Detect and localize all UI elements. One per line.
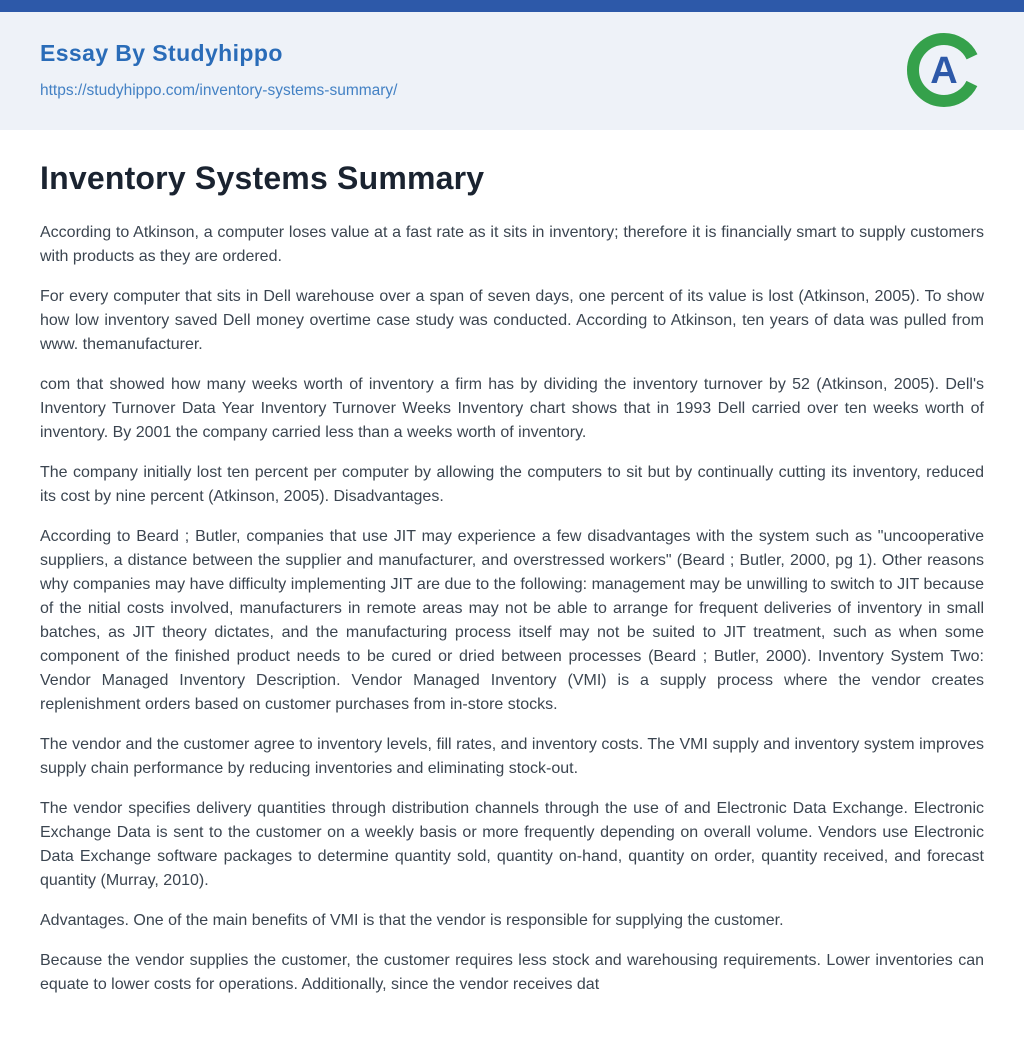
essay-content — [0, 130, 1024, 1053]
logo-svg — [904, 30, 984, 110]
essay-paragraph: The company initially lost ten percent per computer by allowing the computers to sit but by continually cutting its inventory, reduced its cost by nine percent (Atkinson, 2005). Disadvantages. — [40, 464, 984, 505]
page-title: Inventory Systems Summary — [40, 160, 485, 196]
essay-paragraph: Advantages. One of the main benefits of VMI is that the vendor is responsible for supplying the customer. — [40, 912, 784, 929]
essay-paragraph: The vendor specifies delivery quantities through distribution channels through the use of and Electronic Data Exchange. Electronic Exchange Data is sent to the customer on a weekly basis or more frequently depending on overall volume. Vendors use Electronic Data Exchange software packages to determine quantity sold, quantity on-hand, quantity on order, quantity received, and forecast quantity (Murray, 2010). — [40, 800, 984, 889]
essay-paragraph: According to Atkinson, a computer loses value at a fast rate as it sits in inventory; therefore it is financially smart to supply customers with products as they are ordered. — [40, 224, 984, 265]
essay-paragraph: com that showed how many weeks worth of inventory a firm has by dividing the inventory turnover by 52 (Atkinson, 2005). Dell's Inventory Turnover Data Year Inventory Turnover Weeks Inventory chart shows that in 1993 Dell carried over ten weeks worth of inventory. By 2001 the company carried less than a weeks worth of inventory. — [40, 376, 984, 441]
logo-letter: A — [930, 50, 958, 92]
source-url-link[interactable]: https://studyhippo.com/inventory-systems-summary/ — [40, 82, 398, 99]
brand-title: Essay By Studyhippo — [40, 40, 283, 66]
header-text-block — [40, 40, 397, 100]
page-header — [0, 12, 1024, 130]
top-accent-bar — [0, 0, 1024, 12]
essay-paragraph: For every computer that sits in Dell warehouse over a span of seven days, one percent of its value is lost (Atkinson, 2005). To show how low inventory saved Dell money overtime case study was conducted. According to Atkinson, ten years of data was pulled from www. themanufacturer. — [40, 288, 984, 353]
essay-paragraph: The vendor and the customer agree to inventory levels, fill rates, and inventory costs. The VMI supply and inventory system improves supply chain performance by reducing inventories and eliminating stock-out. — [40, 736, 984, 777]
essay-paragraph: Because the vendor supplies the customer, the customer requires less stock and warehousing requirements. Lower inventories can equate to lower costs for operations. Additionally, since the vendor receives dat — [40, 952, 984, 993]
studyhippo-logo — [904, 30, 984, 110]
essay-paragraph: According to Beard ; Butler, companies that use JIT may experience a few disadvantages with the system such as "uncooperative suppliers, a distance between the supplier and manufacturer, and overstressed workers" (Beard ; Butler, 2000, pg 1). Other reasons why companies may have difficulty implementing JIT are due to the following: management may be unwilling to switch to JIT because of the nitial costs involved, manufacturers in remote areas may not be able to arrange for frequent deliveries of inventory in small batches, as JIT theory dictates, and the manufacturing process itself may not be suited to JIT treatment, such as when some component of the finished product needs to be cured or dried between processes (Beard ; Butler, 2000). Inventory System Two: Vendor Managed Inventory Description. Vendor Managed Inventory (VMI) is a supply process where the vendor creates replenishment orders based on customer purchases from in-store stocks. — [40, 528, 984, 713]
